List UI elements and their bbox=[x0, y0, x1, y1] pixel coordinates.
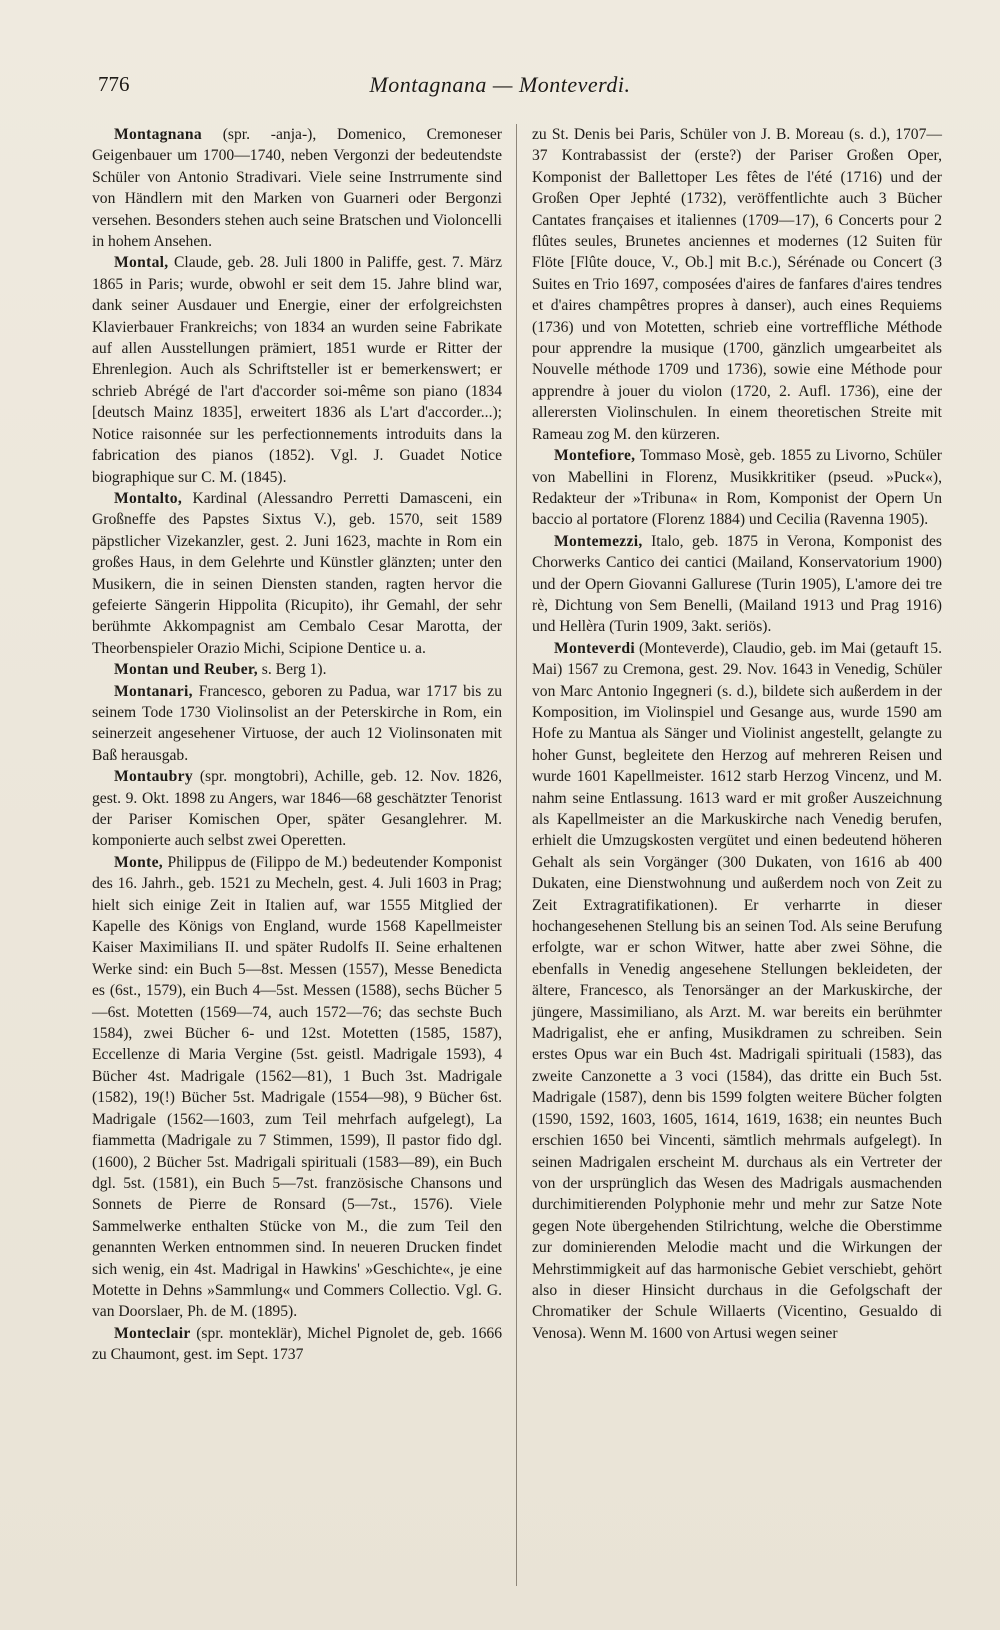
entry-text: Tommaso Mosè, geb. 1855 zu Livorno, Schüler von Mabellini in Florenz, Musikkritiker (pseud. »Puck«), Redakteur der »Tribuna« in Rom, Komponist der Opern Un baccio al portatore (Florenz 1884) und Cecilia (Ravenna 1905). bbox=[532, 447, 942, 529]
entry-headword: Monteclair bbox=[114, 1324, 191, 1342]
entry-headword: Montal, bbox=[114, 254, 169, 272]
entry-text: (spr. monteklär), Michel Pignolet de, geb. 1666 zu Chaumont, gest. im Sept. 1737 bbox=[92, 1324, 502, 1364]
entry-monteverdi bbox=[532, 638, 942, 1344]
entry-text: zu St. Denis bei Paris, Schüler von J. B. Moreau (s. d.), 1707—37 Kontrabassist der (erste?) der Pariser Großen Oper, Komponist der Ballettoper Les fêtes de l'été (1716) und der Großen Oper Jephté (1732), veröffentlichte auch 3 Bücher Cantates françaises et italiennes (1709—17), 6 Concerts pour 2 flûtes seules, Brunetes anciennes et modernes (12 Suiten für Flöte [Flûte douce, V., Ob.] mit B.c.), Sérénade ou Concert (3 Suites en Trio 1697, composées d'aires de fanfares d'aires tendres et d'aires champêtres propres à danser), auch eines Requiems (1736) und von Motetten, schrieb eine vortreffliche Méthode pour apprendre la musique (1700, gänzlich umgearbeitet als Nouvelle méthode 1709 und 1736), sowie eine Méthode pour apprendre à jouer du violon (1720, 2. Aufl. 1736), eine der allerersten Violinschulen. In einem theoretischen Streite mit Rameau zog M. den kürzeren. bbox=[532, 126, 942, 443]
entry-montefiore bbox=[532, 445, 942, 531]
right-column bbox=[532, 124, 942, 1344]
entry-monteclair-continued bbox=[532, 124, 942, 445]
entry-text: (Monteverde), Claudio, geb. im Mai (getauft 15. Mai) 1567 zu Cremona, gest. 29. Nov. 1643 in Venedig, Schüler von Marc Antonio Ingegneri (s. d.), bildete sich außerdem in der Komposition, im Violinspiel und Gesange aus, wurde 1590 am Hofe zu Mantua als Sänger und Violinist angestellt, gelangte zu hoher Gunst, begleitete den Herzog auf mehreren Reisen und wurde 1601 Kapellmeister. 1612 starb Herzog Vincenz, und M. nahm seine Entlassung. 1613 ward er mit großer Auszeichnung als Kapellmeister an die Markuskirche nach Venedig berufen, erhielt die Umzugskosten vergütet und einen bedeutend höheren Gehalt als sein Vorgänger (300 Dukaten, von 1616 ab 400 Dukaten, eine Dienstwohnung und außerdem noch von Zeit zu Zeit Extragratifikationen). Er verharrte in dieser hochangesehenen Stellung bis an seinen Tod. Als seine Berufung erfolgte, war er schon Witwer, hatte aber zwei Söhne, die ebenfalls in Venedig angesehene Stellungen bekleideten, der ältere, Francesco, als Tenorsänger an der Markuskirche, der jüngere, Massimiliano, als Arzt. M. war bereits ein berühmter Madrigalist, ehe er anfing, Musikdramen zu schreiben. Sein erstes Opus war ein Buch 4st. Madrigali spirituali (1583), das zweite Canzonette a 3 voci (1584), das dritte ein Buch 5st. Madrigale (1587), denn bis 1599 folgten weitere Bücher folgten (1590, 1592, 1603, 1605, 1614, 1619, 1638; ein neuntes Buch erschien 1650 bei Vincenti, sämtlich mehrmals aufgelegt). In seinen Madrigalen erscheint M. durchaus als ein Vertreter der von der ursprünglich das Wesen des Madrigals ausmachenden durchimitierenden Polyphonie mehr und mehr zur Satze Note gegen Note übergehenden Stilrichtung, welche die Oberstimme zur dominierenden Melodie macht und die Wirkungen der Mehrstimmigkeit auf das harmonische Gebiet verschiebt, gehört also in dieser Hinsicht durchaus in die Gefolgschaft der Chromatiker der Schule Willaerts (Vicentino, Gesualdo di Venosa). Wenn M. 1600 von Artusi wegen seiner bbox=[532, 639, 942, 1342]
entry-text: (spr. -anja-), Domenico, Cremoneser Geigenbauer um 1700—1740, neben Vergonzi der bedeutendste Schüler von Antonio Stradivari. Viele seine Instrrumente sind von Händlern mit den Marken von Guarneri oder Bergonzi versehen. Besonders stehen auch seine Bratschen und Violoncelli in hohem Ansehen. bbox=[92, 126, 502, 251]
entry-montanari bbox=[92, 681, 502, 767]
entry-montaubry bbox=[92, 766, 502, 852]
entry-text: Italo, geb. 1875 in Verona, Komponist des Chorwerks Cantico dei cantici (Mailand, Konservatorium 1900) und der Opern Giovanni Gallurese (Turin 1905), L'amore dei tre rè, Dichtung von Sem Benelli, (Mailand 1913 und Prag 1916) und Hellèra (Turin 1909, 3akt. seriös). bbox=[532, 532, 942, 636]
entry-headword: Montan und Reuber, bbox=[114, 661, 258, 679]
entry-montal bbox=[92, 252, 502, 487]
entry-montagnana bbox=[92, 124, 502, 252]
left-column bbox=[92, 124, 502, 1366]
entry-headword: Montemezzi, bbox=[554, 532, 643, 550]
entry-montemezzi bbox=[532, 531, 942, 638]
entry-text: Claude, geb. 28. Juli 1800 in Paliffe, gest. 7. März 1865 in Paris; wurde, obwohl er seit dem 15. Jahre blind war, dank seiner Ausdauer und Energie, einer der erfolgreichsten Klavierbauer Frankreichs; von 1834 an wurden seine Fabrikate auf allen Ausstellungen prämiert, 1851 wurde er Ritter der Ehrenlegion. Auch als Schriftsteller ist er bemerkenswert; er schrieb Abrégé de l'art d'accorder soi-même son piano (1834 [deutsch Mainz 1835], erweitert 1836 als L'art d'accorder...); Notice raisonnée sur les perfectionnements introduits dans la fabrication des pianos (1852). Vgl. J. Guadet Notice biographique sur C. M. (1845). bbox=[92, 254, 502, 486]
entry-text: Philippus de (Filippo de M.) bedeutender Komponist des 16. Jahrh., geb. 1521 zu Mecheln, gest. 4. Juli 1603 in Prag; hielt sich einige Zeit in Italien auf, war 1555 Mitglied der Kapelle des Königs von England, wurde 1568 Kapellmeister Kaiser Maximilians II. und später Rudolfs II. Seine erhaltenen Werke sind: ein Buch 5—8st. Messen (1557), Messe Benedicta es (6st., 1579), ein Buch 4—5st. Messen (1588), sechs Bücher 5—6st. Motetten (1569—74, auch 1572—76; das sechste Buch 1584), zwei Bücher 6- und 12st. Motetten (1585, 1587), Eccellenze di Maria Vergine (5st. geistl. Madrigale 1593), 4 Bücher 4st. Madrigale (1562—81), 1 Buch 3st. Madrigale (1582), 19(!) Bücher 5st. Madrigale (1554—98), 9 Bücher 6st. Madrigale (1562—1603, zum Teil mehrfach aufgelegt), La fiammetta (Madrigale zu 7 Stimmen, 1599), Il pastor fido dgl. (1600), 2 Bücher 5st. Madrigali spirituali (1583—89), ein Buch dgl. 5st. (1581), ein Buch 5—7st. französische Chansons und Sonnets de Pierre de Ronsard (5—7st., 1576). Viele Sammelwerke enthalten Stücke von M., die zum Teil den genannten Werken entnommen sind. In neueren Drucken findet sich wenig, ein 4st. Madrigal in Hawkins' »Geschichte«, je eine Motette in Dehns »Sammlung« und Commers Collectio. Vgl. G. van Doorslaer, Ph. de M. (1895). bbox=[92, 853, 502, 1321]
entry-headword: Monteverdi bbox=[554, 639, 635, 657]
entry-text: Kardinal (Alessandro Perretti Damasceni, ein Großneffe des Papstes Sixtus V.), geb. 1570, seit 1589 päpstlicher Vizekanzler, gest. 2. Juni 1623, machte in Rom ein großes Haus, in dem Gelehrte und Künstler glänzten; unter den Musikern, die in seinen Diensten standen, ragten hervor die gefeierte Sängerin Hippolita (Ricupito), ihr Gemahl, der sehr berühmte Akkompagnist am Cembalo Cesar Marotta, der Theorbenspieler Orazio Michi, Scipione Dentice u. a. bbox=[92, 489, 502, 657]
entry-montalto bbox=[92, 488, 502, 659]
entry-monte bbox=[92, 852, 502, 1323]
entry-headword: Montefiore, bbox=[554, 447, 636, 465]
running-head: Montagnana — Monteverdi. bbox=[369, 72, 631, 97]
entry-headword: Montalto, bbox=[114, 489, 183, 507]
page-number: 776 bbox=[98, 72, 130, 96]
entry-headword: Montaubry bbox=[114, 768, 193, 786]
entry-headword: Montanari, bbox=[114, 682, 193, 700]
column-divider bbox=[516, 124, 517, 1586]
entry-text: Francesco, geboren zu Padua, war 1717 bis zu seinem Tode 1730 Violinsolist an der Peterskirche in Rom, ein seinerzeit angesehener Virtuose, der auch 12 Violinsonaten mit Baß herausgab. bbox=[92, 682, 502, 764]
page-header bbox=[96, 72, 904, 106]
entry-montan-und-reuber bbox=[92, 659, 502, 680]
entry-text: s. Berg 1). bbox=[257, 661, 327, 679]
entry-text: (spr. mongtobri), Achille, geb. 12. Nov. 1826, gest. 9. Okt. 1898 zu Angers, war 1846—68 geschätzter Tenorist der Pariser Komischen Oper, später Gesanglehrer. M. komponierte auch selbst zwei Operetten. bbox=[92, 768, 502, 850]
entry-headword: Montagnana bbox=[114, 126, 202, 143]
entry-headword: Monte, bbox=[114, 853, 163, 871]
entry-monteclair bbox=[92, 1323, 502, 1366]
